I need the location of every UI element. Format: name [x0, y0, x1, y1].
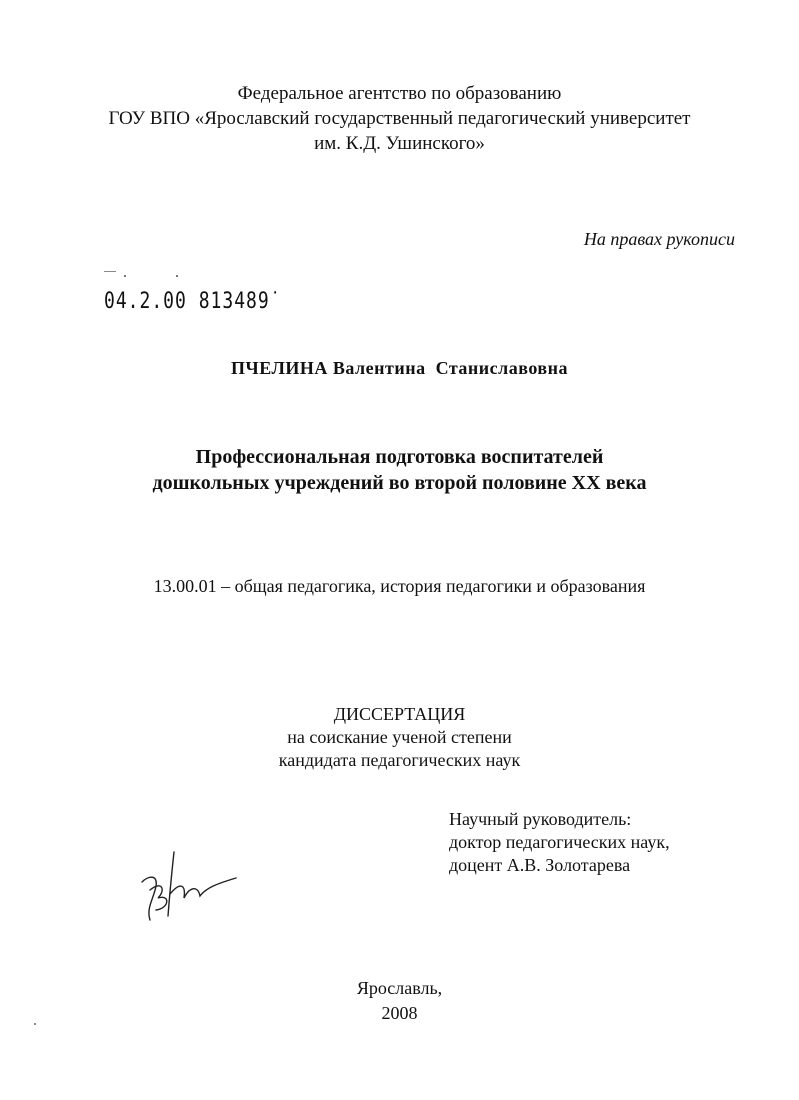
author-given-names: Валентина Станиславовна	[332, 358, 568, 378]
signature-icon	[136, 846, 246, 926]
institution-agency: Федеральное агентство по образованию	[237, 83, 562, 104]
place-and-year	[0, 976, 799, 1026]
institution-university: ГОУ ВПО «Ярославский государственный педагогический университет	[108, 108, 691, 129]
supervisor-name: доцент А.В. Золотарева	[449, 855, 631, 875]
title-line-2: дошкольных учреждений во второй половине XX века	[152, 472, 647, 494]
catalog-stamp	[104, 270, 282, 315]
stamp-number: 813489	[198, 288, 270, 315]
degree-purpose: на соискание ученой степени	[287, 727, 512, 747]
institution-university-name: им. К.Д. Ушинского»	[314, 133, 485, 154]
place: Ярославль,	[356, 978, 443, 998]
scan-speck	[34, 1023, 36, 1025]
specialty-code: 13.00.01 – общая педагогика, история педагогики и образования	[153, 576, 646, 596]
dissertation-title	[0, 444, 799, 496]
supervisor-degree: доктор педагогических наук,	[449, 832, 670, 852]
degree-name: кандидата педагогических наук	[278, 750, 521, 770]
stamp-dash-icon: ˙	[269, 288, 282, 315]
supervisor-label: Научный руководитель:	[449, 809, 632, 829]
stamp-mark-icon: ‾‾ ·	[104, 270, 129, 285]
author-surname: ПЧЕЛИНА	[230, 358, 328, 378]
title-line-1: Профессиональная подготовка воспитателей	[195, 446, 604, 468]
year: 2008	[381, 1003, 418, 1023]
stamp-mark-icon: ·	[174, 270, 181, 285]
institution-header	[0, 81, 799, 156]
author-name	[0, 358, 799, 379]
stamp-date: 04.2.00	[104, 288, 187, 315]
manuscript-note: На правах рукописи	[583, 229, 735, 249]
supervisor-block	[449, 808, 670, 877]
degree-block	[0, 703, 799, 772]
degree-heading: ДИССЕРТАЦИЯ	[333, 704, 466, 724]
